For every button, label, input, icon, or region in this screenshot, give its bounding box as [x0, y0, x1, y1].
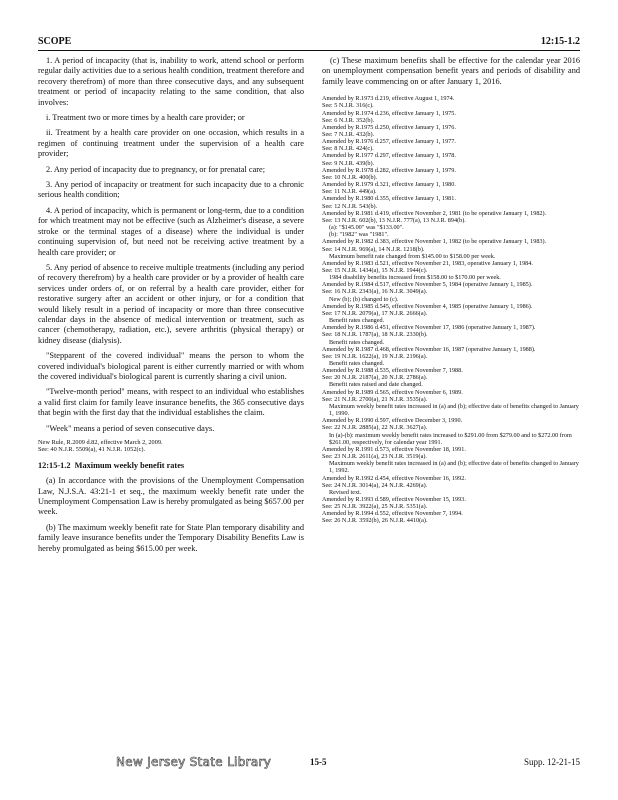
amendment-note: Benefit rates changed. — [329, 317, 385, 325]
definition-paragraph-1ii: ii. Treatment by a health care provider on one occasion, which results in a regimen of continuing treatment under the supervision of a health care provider; — [38, 128, 304, 159]
amendment-entry: See: 18 N.J.R. 1787(a), 18 N.J.R. 2330(b). — [322, 331, 428, 339]
amendment-entry: See: 16 N.J.R. 2343(a), 16 N.J.R. 3049(a). — [322, 288, 428, 296]
amendment-entry: Amended by R.1984 d.517, effective November 5, 1984 (operative January 1, 1985). — [322, 281, 533, 289]
amendment-entry: Amended by R.1975 d.250, effective January 1, 1976. — [322, 123, 456, 131]
definition-twelve-month-period: "Twelve-month period" means, with respect to an individual who establishes a valid first claim for family leave insurance benefits, the 365 consecutive days that begin with the first day that the individual establishes the claim. — [38, 387, 304, 418]
amendment-entry: Amended by R.1979 d.321, effective January 1, 1980. — [322, 181, 456, 189]
section-heading — [38, 461, 304, 471]
amendment-history-list — [322, 95, 580, 524]
amendment-note: Maximum weekly benefit rates increased in (a) and (b); effective date of benefits changed to January 1, 1992. — [329, 460, 579, 475]
amendment-entry: See: 14 N.J.R. 969(a), 14 N.J.R. 1218(b). — [322, 245, 425, 253]
amendment-entry: See: 24 N.J.R. 3014(a), 24 N.J.R. 4269(a). — [322, 481, 428, 489]
amendment-entry: See: 11 N.J.R. 449(a). — [322, 188, 377, 196]
amendment-note: Benefit rates raised and date changed. — [329, 381, 423, 389]
amendment-entry: See: 13 N.J.R. 602(b), 13 N.J.R. 777(a), 13 N.J.R. 894(b). — [322, 216, 466, 224]
definition-paragraph-5: 5. Any period of absence to receive multiple treatments (including any period of recovery therefrom) by a health care provider or by a provider of health care services under orders of, or on referral by a health care provider, either for restorative surgery after an accident or other injury, or for a condition that would likely result in a period of incapacity or more than three consecutive calendar days in the absence of medical intervention or treatment, such as cancer (chemotherapy, radiation, etc.), severe arthritis (physical therapy) or kidney disease (dialysis). — [38, 262, 304, 345]
amendment-entry: See: 8 N.J.R. 424(c). — [322, 145, 374, 153]
amendment-entry: Amended by R.1976 d.257, effective January 1, 1977. — [322, 138, 456, 146]
header-section-number: 12:15-1.2 — [540, 36, 580, 47]
amendment-entry: Amended by R.1982 d.383, effective November 1, 1982 (to be operative January 1, 1983). — [322, 238, 547, 246]
left-column — [38, 56, 304, 744]
amendment-entry: See: 10 N.J.R. 400(b). — [322, 173, 378, 181]
amendment-entry: Amended by R.1988 d.535, effective November 7, 1988. — [322, 367, 463, 375]
amendment-entry: See: 7 N.J.R. 432(b). — [322, 131, 375, 138]
definition-paragraph-1: 1. A period of incapacity (that is, inability to work, attend school or perform regular daily activities due to a serious health condition, treatment therefore and recovery therefrom) of more than three consecutive days, and any subsequent treatment or period of incapacity relating to the same condition, that also involves: — [38, 56, 304, 107]
rule-history — [38, 439, 304, 454]
header-chapter-title: SCOPE — [38, 36, 72, 47]
amendment-entry: See: 20 N.J.R. 2187(a), 20 N.J.R. 2786(a). — [322, 374, 428, 382]
amendment-entry: See: 5 N.J.R. 316(c). — [322, 102, 374, 110]
amendment-entry: See: 19 N.J.R. 1622(a), 19 N.J.R. 2196(a). — [322, 352, 428, 360]
header-rule — [38, 50, 580, 51]
amendment-entry: Amended by R.1978 d.282, effective January 1, 1979. — [322, 166, 456, 174]
definition-paragraph-4: 4. A period of incapacity, which is permanent or long-term, due to a condition for which treatment may not be effective (such as Alzheimer's disease, a severe stroke or the terminal stages of a disease) where the individual is under continuing supervision of, but need not be receiving active treatment by a health care provider; or — [38, 205, 304, 257]
amendment-note: New (b); (b) changed to (c). — [329, 295, 399, 303]
amendment-note: Benefit rates changed. — [329, 338, 385, 346]
page-number: 15-5 — [310, 757, 327, 767]
section-title: Maximum weekly benefit rates — [74, 460, 185, 470]
library-watermark: New Jersey State Library — [116, 755, 272, 769]
amendment-entry: Amended by R.1990 d.597, effective December 3, 1990. — [322, 417, 463, 425]
amendment-entry: See: 17 N.J.R. 2079(a), 17 N.J.R. 2666(a). — [322, 309, 428, 317]
amendment-entry: Amended by R.1994 d.552, effective November 7, 1994. — [322, 510, 463, 518]
amendment-note: Maximum benefit rate changed from $145.00 to $158.00 per week. — [329, 252, 496, 260]
amendment-note: (b): "1982" was "1981". — [329, 231, 389, 239]
amendment-entry: See: 21 N.J.R. 2700(a), 21 N.J.R. 3535(a). — [322, 395, 428, 403]
section-number: 12:15-1.2 — [38, 460, 71, 470]
right-column — [322, 56, 580, 744]
amendment-note: In (a)-(b): maximum weekly benefit rates increased to $291.00 from $279.00 and to $272.00 from $261.00, respectively, for calendar year 1991. — [329, 431, 572, 446]
amendment-entry: See: 23 N.J.R. 2611(a), 23 N.J.R. 3519(a). — [322, 453, 427, 461]
definition-paragraph-1i: i. Treatment two or more times by a health care provider; or — [46, 113, 245, 123]
amendment-note: Benefit rates changed. — [329, 360, 385, 367]
amendment-entry: Amended by R.1986 d.451, effective November 17, 1986 (operative January 1, 1987). — [322, 324, 536, 332]
amendment-entry: Amended by R.1977 d.297, effective January 1, 1978. — [322, 152, 456, 160]
amendment-entry: See: 12 N.J.R. 543(b). — [322, 202, 378, 210]
section-paragraph-a: (a) In accordance with the provisions of the Unemployment Compensation Law, N.J.S.A. 43:21-1 et seq., the maximum weekly benefit rate under the Unemployment Compensation Law is hereby promulgated as being $657.00 per week. — [38, 476, 304, 517]
amendment-entry: Amended by R.1989 d.565, effective November 6, 1989. — [322, 388, 463, 396]
definition-week: "Week" means a period of seven consecutive days. — [46, 423, 215, 433]
amendment-entry: Amended by R.1980 d.355, effective January 1, 1981. — [322, 195, 456, 203]
section-paragraph-b: (b) The maximum weekly benefit rate for State Plan temporary disability and family leave insurance benefits under the Temporary Disability Benefits Law is hereby promulgated as being $615.00 per week. — [38, 522, 304, 553]
amendment-note: Maximum weekly benefit rates increased in (a) and (b); effective date of benefits changed to January 1, 1990. — [329, 402, 579, 418]
amendment-note: Revised text. — [329, 488, 362, 496]
history-line: New Rule, R.2009 d.82, effective March 2, 2009. — [38, 439, 163, 446]
amendment-entry: See: 25 N.J.R. 3922(a), 25 N.J.R. 5351(a). — [322, 503, 428, 511]
amendment-entry: Amended by R.1981 d.419, effective November 2, 1981 (to be operative January 1, 1982). — [322, 209, 547, 217]
amendment-entry: Amended by R.1974 d.236, effective January 1, 1975. — [322, 109, 456, 117]
amendment-note: (a): "$145.00" was "$133.00". — [329, 224, 404, 232]
amendment-entry: Amended by R.1973 d.219, effective August 1, 1974. — [322, 95, 455, 103]
amendment-entry: Amended by R.1992 d.454, effective November 16, 1992. — [322, 474, 466, 482]
amendment-entry: Amended by R.1985 d.545, effective November 4, 1985 (operative January 1, 1986). — [322, 302, 533, 310]
amendment-entry: See: 22 N.J.R. 2885(a), 22 N.J.R. 3627(a). — [322, 424, 428, 432]
definition-paragraph-3: 3. Any period of incapacity or treatment for such incapacity due to a chronic serious health condition; — [38, 180, 304, 200]
supplement-date: Supp. 12-21-15 — [524, 757, 580, 767]
history-line: See: 40 N.J.R. 5509(a), 41 N.J.R. 1052(c). — [38, 446, 146, 454]
definition-stepparent: "Stepparent of the covered individual" means the person to whom the covered individual's biological parent is either currently married or with whom the covered individual's biological parent is currently sharing a civil union. — [38, 351, 304, 381]
definition-paragraph-2: 2. Any period of incapacity due to pregnancy, or for prenatal care; — [46, 164, 266, 174]
running-header — [38, 34, 580, 50]
amendment-entry: Amended by R.1993 d.589, effective November 15, 1993. — [322, 495, 466, 503]
amendment-entry: See: 26 N.J.R. 3592(b), 26 N.J.R. 4410(a). — [322, 517, 428, 525]
page-footer — [38, 757, 580, 773]
amendment-note: 1984 disability benefits increased from $158.00 to $170.00 per week. — [329, 274, 501, 282]
amendment-entry: See: 9 N.J.R. 439(b). — [322, 159, 375, 167]
amendment-entry: Amended by R.1983 d.521, effective November 21, 1983, operative January 1, 1984. — [322, 259, 533, 267]
amendment-entry: See: 6 N.J.R. 352(b). — [322, 116, 375, 124]
amendment-entry: See: 15 N.J.R. 1434(a), 15 N.J.R. 1944(c). — [322, 266, 428, 274]
amendment-entry: Amended by R.1991 d.573, effective November 18, 1991. — [322, 445, 466, 453]
amendment-entry: Amended by R.1987 d.468, effective November 16, 1987 (operative January 1, 1988). — [322, 345, 536, 353]
section-paragraph-c: (c) These maximum benefits shall be effective for the calendar year 2016 on unemployment compensation benefit years and periods of disability and family leave commencing on or after January 1, 2016. — [322, 56, 580, 86]
